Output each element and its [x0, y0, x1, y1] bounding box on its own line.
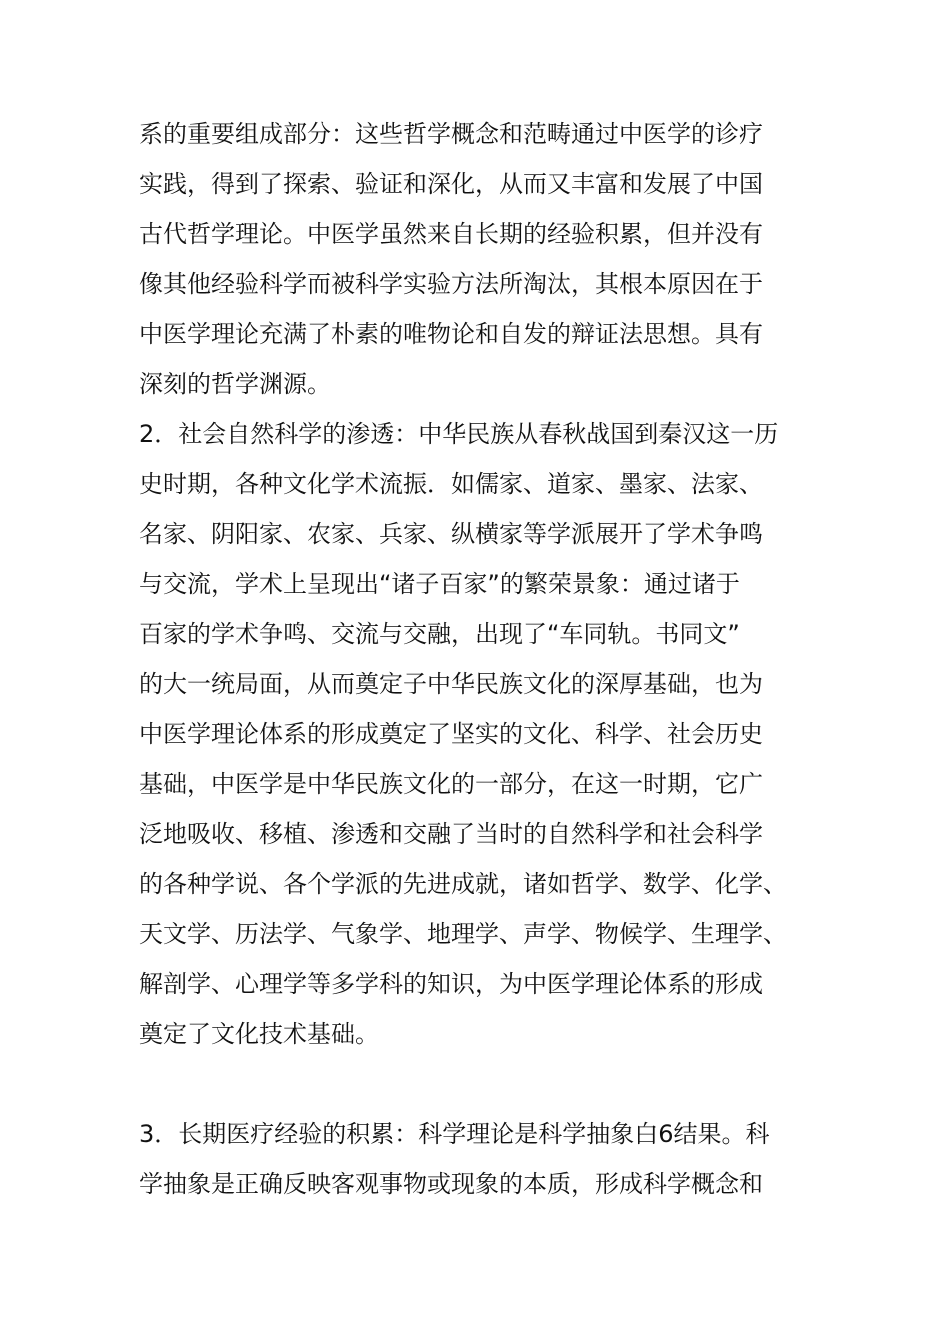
- text-line: 基础，中医学是中华民族文化的一部分，在这一时期，它广: [139, 770, 763, 798]
- text-line: 实践，得到了探索、验证和深化，从而又丰富和发展了中国: [139, 170, 763, 198]
- text-line: 中医学理论体系的形成奠定了坚实的文化、科学、社会历史: [139, 720, 763, 748]
- text-line: 学抽象是正确反映客观事物或现象的本质，形成科学概念和: [139, 1170, 763, 1198]
- text-line: 的大一统局面，从而奠定子中华民族文化的深厚基础，也为: [139, 670, 763, 698]
- text-line: 深刻的哲学渊源。: [139, 370, 331, 398]
- text-line: 与交流，学术上呈现出“诸子百家”的繁荣景象：通过诸于: [139, 570, 740, 598]
- text-line: 2．社会自然科学的渗透：中华民族从春秋战国到秦汉这一历: [139, 420, 779, 448]
- text-line: 古代哲学理论。中医学虽然来自长期的经验积累，但并没有: [139, 220, 763, 248]
- text-line: 百家的学术争鸣、交流与交融，出现了“车同轨。书同文”: [139, 620, 740, 648]
- text-line: 泛地吸收、移植、渗透和交融了当时的自然科学和社会科学: [139, 820, 763, 848]
- text-line: 系的重要组成部分：这些哲学概念和范畴通过中医学的诊疗: [139, 120, 763, 148]
- text-line: 3．长期医疗经验的积累：科学理论是科学抽象白6结果。科: [139, 1120, 770, 1148]
- text-line: 名家、阴阳家、农家、兵家、纵横家等学派展开了学术争鸣: [139, 520, 763, 548]
- text-line: 中医学理论充满了朴素的唯物论和自发的辩证法思想。具有: [139, 320, 763, 348]
- text-line: 奠定了文化技术基础。: [139, 1020, 379, 1048]
- text-line: 的各种学说、各个学派的先进成就，诸如哲学、数学、化学、: [139, 870, 787, 898]
- text-line: 天文学、历法学、气象学、地理学、声学、物候学、生理学、: [139, 920, 787, 948]
- text-line: 史时期，各种文化学术流振．如儒家、道家、墨家、法家、: [139, 470, 763, 498]
- text-line: 解剖学、心理学等多学科的知识，为中医学理论体系的形成: [139, 970, 763, 998]
- text-line: 像其他经验科学而被科学实验方法所淘汰，其根本原因在于: [139, 270, 763, 298]
